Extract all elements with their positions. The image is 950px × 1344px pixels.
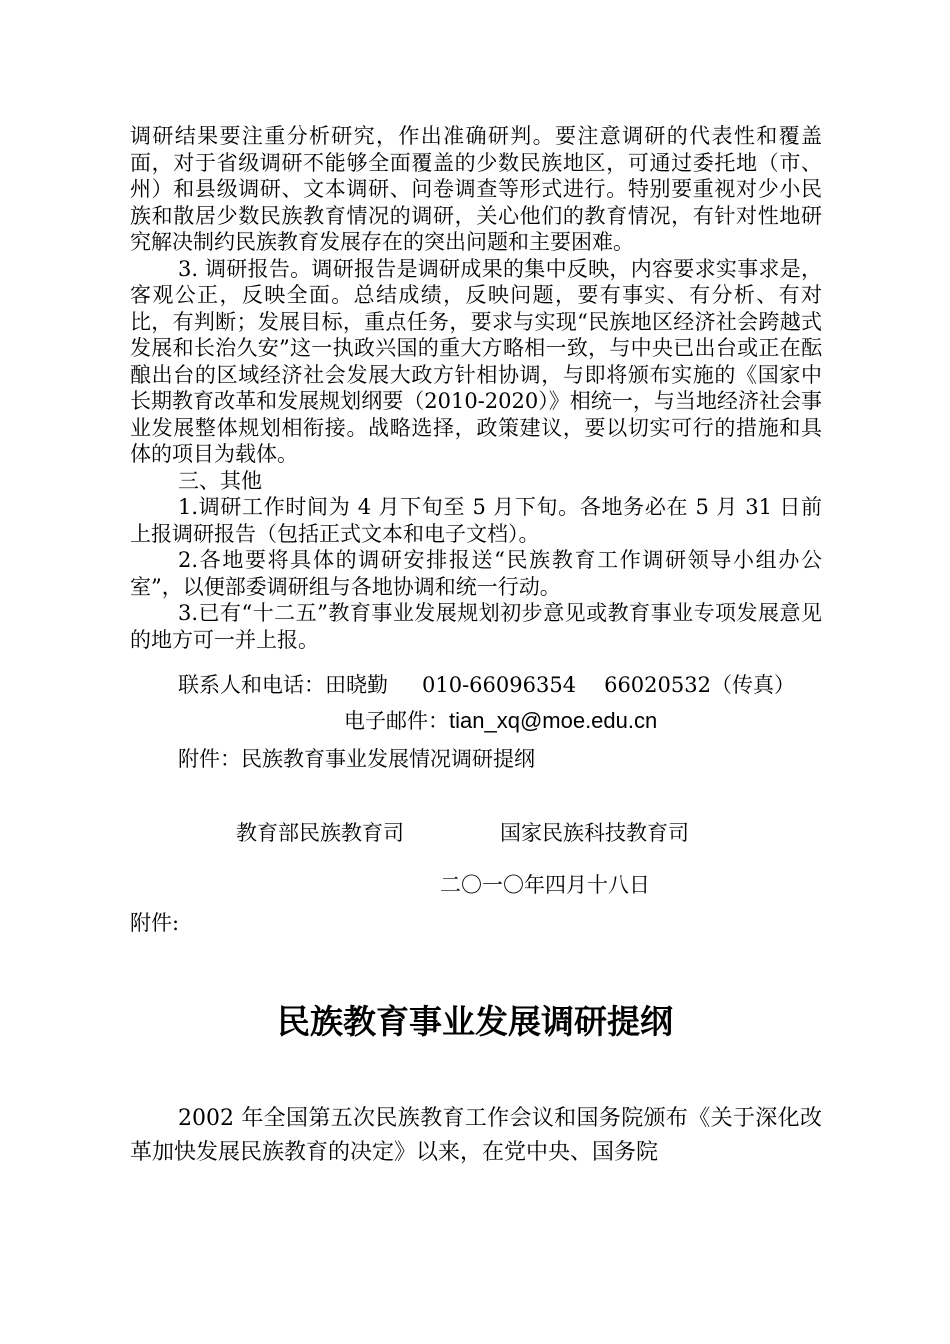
signatory-right: 国家民族科技教育司 — [500, 821, 689, 845]
attachment-reference: 附件：民族教育事业发展情况调研提纲 — [178, 747, 535, 771]
list-item-planning: 3.已有“十二五”教育事业发展规划初步意见或教育事业专项发展意见的地方可一并上报。 — [130, 601, 822, 652]
contact-phone: 010-66096354 — [422, 673, 577, 697]
main-text-block — [130, 123, 822, 653]
signatory-left: 教育部民族教育司 — [236, 821, 404, 845]
paragraph-survey-results: 调研结果要注重分析研究，作出准确研判。要注意调研的代表性和覆盖面，对于省级调研不能够全面覆盖的少数民族地区，可通过委托地（市、州）和县级调研、文本调研、问卷调查等形式进行。特别要重视对少小民族和散居少数民族教育情况的调研，关心他们的教育情况，有针对性地研究解决制约民族教育发展存在的突出问题和主要困难。 — [130, 124, 822, 254]
contact-label: 联系人和电话： — [178, 673, 325, 697]
contact-name: 田晓勤 — [325, 673, 388, 697]
outline-body — [130, 1102, 822, 1170]
document-date: 二〇一〇年四月十八日 — [440, 873, 650, 897]
email-line — [344, 708, 657, 734]
email-address: tian_xq@moe.edu.cn — [449, 708, 658, 733]
document-title: 民族教育事业发展调研提纲 — [277, 1002, 673, 1041]
contact-fax: 66020532（传真） — [604, 673, 795, 697]
outline-paragraph: 2002 年全国第五次民族教育工作会议和国务院颁布《关于深化改革加快发展民族教育的决定》以来，在党中央、国务院 — [130, 1106, 822, 1165]
paragraph-survey-report: 3. 调研报告。调研报告是调研成果的集中反映，内容要求实事求是，客观公正，反映全面。总结成绩，反映问题，要有事实、有分析、有对比，有判断；发展目标，重点任务，要求与实现“民族地区经济社会跨越式发展和长治久安”这一执政兴国的重大方略相一致，与中央已出台或正在酝酿出台的区域经济社会发展大政方针相协调，与即将颁布实施的《国家中长期教育改革和发展规划纲要（2010-2020）》相统一，与当地经济社会事业发展整体规划相衔接。战略选择，政策建议，要以切实可行的措施和具体的项目为载体。 — [130, 256, 822, 466]
email-label: 电子邮件： — [344, 709, 449, 733]
list-item-timeline: 1.调研工作时间为 4 月下旬至 5 月下旬。各地务必在 5 月 31 日前上报调研报告（包括正式文本和电子文档）。 — [130, 495, 822, 546]
section-heading-other: 三、其他 — [178, 468, 262, 493]
list-item-arrangement: 2.各地要将具体的调研安排报送“民族教育工作调研领导小组办公室”，以便部委调研组与各地协调和统一行动。 — [130, 548, 822, 599]
attachment-label: 附件: — [130, 911, 180, 935]
contact-line — [178, 672, 795, 698]
